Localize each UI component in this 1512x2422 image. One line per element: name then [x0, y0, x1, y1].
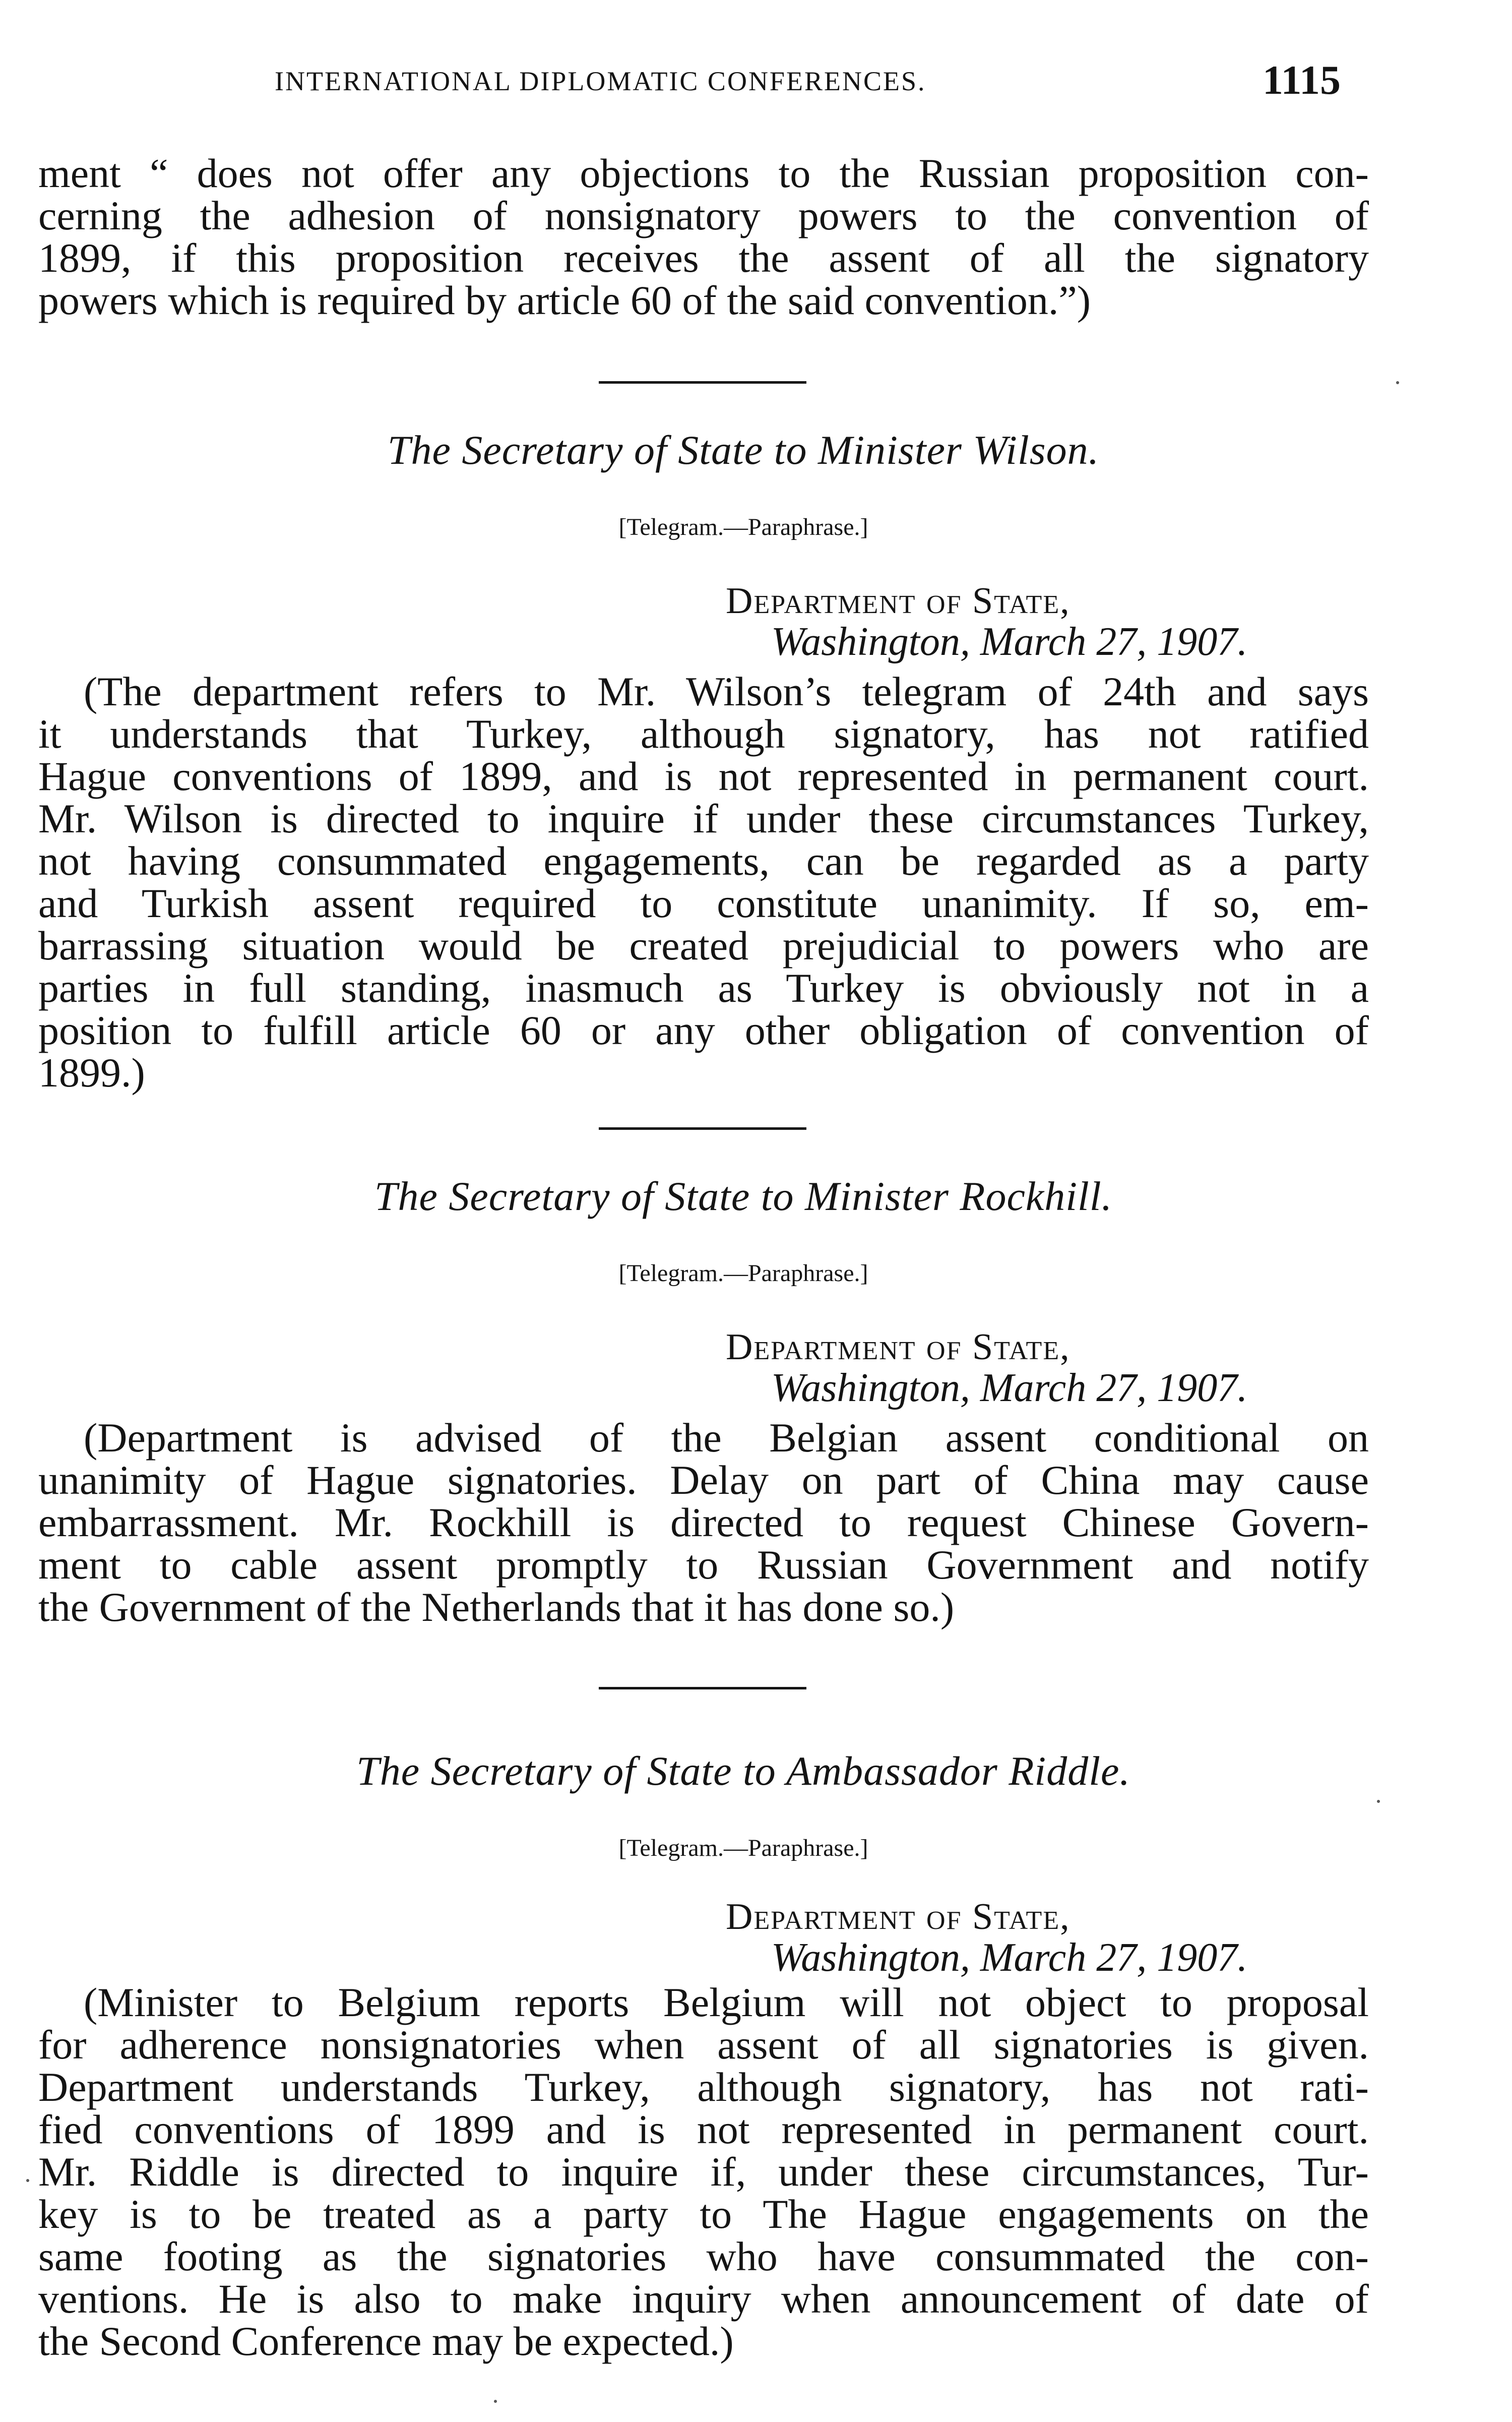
text-line: 1899, if this proposition receives the assent of all the signatory: [38, 235, 1369, 281]
text-line: (Department is advised of the Belgian assent conditional on: [84, 1415, 1369, 1461]
text-line: Mr. Riddle is directed to inquire if, under these circumstances, Tur-: [38, 2149, 1369, 2195]
text-line: Department understands Turkey, although signatory, has not rati-: [38, 2064, 1369, 2110]
section-divider: [599, 1127, 806, 1130]
letter-heading: The Secretary of State to Minister Rockhill.: [374, 1173, 1113, 1219]
print-speck: [1377, 1800, 1380, 1803]
text-line: the Second Conference may be expected.): [38, 2318, 734, 2364]
dateline: Washington, March 27, 1907.: [771, 1935, 1248, 1980]
section-divider: [599, 1687, 806, 1689]
text-line: same footing as the signatories who have consummated the con-: [38, 2233, 1369, 2279]
text-line: barrassing situation would be created prejudicial to powers who are: [38, 923, 1369, 968]
text-line: ment to cable assent promptly to Russian Government and notify: [38, 1542, 1369, 1588]
department-line: Department of State,: [726, 1326, 1070, 1368]
department-line: Department of State,: [726, 580, 1070, 622]
text-line: for adherence nonsignatories when assent of all signatories is given.: [38, 2022, 1369, 2068]
page-number: 1115: [1263, 57, 1341, 103]
dateline: Washington, March 27, 1907.: [771, 620, 1248, 664]
text-line: and Turkish assent required to constitute unanimity. If so, em-: [38, 880, 1369, 926]
text-line: (The department refers to Mr. Wilson’s telegram of 24th and says: [84, 669, 1369, 714]
text-line: the Government of the Netherlands that it has done so.): [38, 1584, 955, 1630]
text-line: embarrassment. Mr. Rockhill is directed to request Chinese Govern-: [38, 1499, 1369, 1545]
text-line: fied conventions of 1899 and is not represented in permanent court.: [38, 2106, 1369, 2152]
print-speck: [1396, 381, 1399, 384]
telegram-note: [Telegram.—Paraphrase.]: [618, 514, 868, 540]
text-line: ventions. He is also to make inquiry when announcement of date of: [38, 2276, 1369, 2322]
text-line: not having consummated engagements, can be regarded as a party: [38, 838, 1369, 884]
dateline: Washington, March 27, 1907.: [771, 1366, 1248, 1410]
print-speck: [26, 2179, 29, 2182]
text-line: 1899.): [38, 1050, 145, 1096]
text-line: key is to be treated as a party to The Hague engagements on the: [38, 2191, 1369, 2237]
text-line: parties in full standing, inasmuch as Turkey is obviously not in a: [38, 965, 1369, 1011]
text-line: Mr. Wilson is directed to inquire if under these circumstances Turkey,: [38, 796, 1369, 841]
text-line: Hague conventions of 1899, and is not represented in permanent court.: [38, 753, 1369, 799]
running-head: INTERNATIONAL DIPLOMATIC CONFERENCES.: [275, 66, 926, 96]
telegram-note: [Telegram.—Paraphrase.]: [618, 1835, 868, 1861]
text-line: it understands that Turkey, although signatory, has not ratified: [38, 711, 1369, 757]
print-speck: [494, 2400, 497, 2403]
letter-heading: The Secretary of State to Minister Wilson.: [387, 427, 1100, 473]
text-line: cerning the adhesion of nonsignatory powers to the convention of: [38, 193, 1369, 238]
telegram-note: [Telegram.—Paraphrase.]: [618, 1260, 868, 1287]
opening-paragraph: [38, 152, 1369, 322]
text-line: (Minister to Belgium reports Belgium will not object to proposal: [84, 1979, 1369, 2025]
letter-body: [38, 671, 1369, 1094]
text-line: powers which is required by article 60 of the said convention.”): [38, 277, 1091, 323]
letter-heading: The Secretary of State to Ambassador Riddle.: [356, 1748, 1130, 1794]
text-line: unanimity of Hague signatories. Delay on part of China may cause: [38, 1457, 1369, 1503]
text-line: ment “ does not offer any objections to the Russian proposition con-: [38, 150, 1369, 196]
letter-body: [38, 1981, 1369, 2363]
section-divider: [599, 381, 806, 384]
letter-body: [38, 1417, 1369, 1628]
text-line: position to fulfill article 60 or any other obligation of convention of: [38, 1007, 1369, 1053]
department-line: Department of State,: [726, 1896, 1070, 1937]
